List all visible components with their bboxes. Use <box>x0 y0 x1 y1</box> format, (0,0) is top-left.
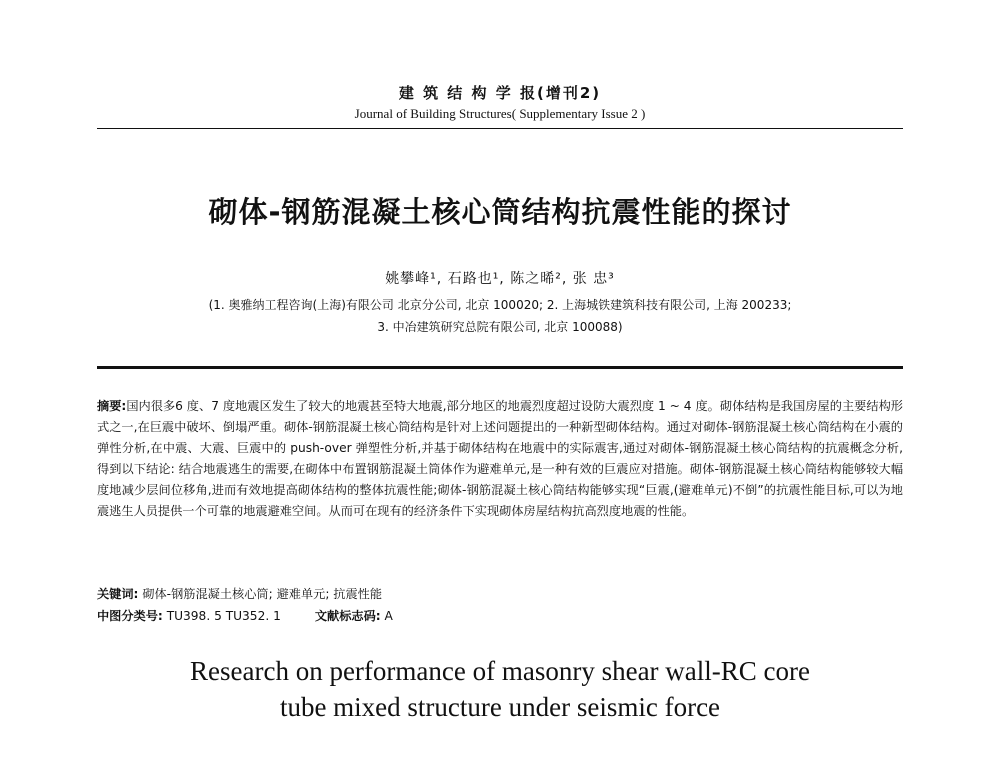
affiliation-line-1: (1. 奥雅纳工程咨询(上海)有限公司 北京分公司, 北京 100020; 2. 上海城铁建筑科技有限公司, 上海 200233; <box>208 298 792 312</box>
classification-value: TU398. 5 TU352. 1 <box>166 609 281 623</box>
section-rule <box>97 366 903 369</box>
document-code-value: A <box>384 609 393 623</box>
document-code-label: 文献标志码: <box>314 609 381 623</box>
classification <box>97 607 903 624</box>
paper-title-en-line-1: Research on performance of masonry shear wall-RC core <box>190 656 810 686</box>
keywords <box>97 585 903 602</box>
abstract <box>97 396 903 522</box>
keywords-label: 关键词: <box>97 587 139 601</box>
affiliation-line-2: 3. 中冶建筑研究总院有限公司, 北京 100088) <box>377 320 623 334</box>
journal-name-cn: 建 筑 结 构 学 报(增刊2) <box>398 84 602 102</box>
author-list: 姚攀峰¹, 石路也¹, 陈之晞², 张 忠³ <box>385 271 615 287</box>
keywords-text: 砌体-钢筋混凝土核心筒; 避难单元; 抗震性能 <box>142 587 383 601</box>
abstract-label: 摘要: <box>97 399 127 413</box>
header-rule <box>97 128 903 129</box>
paper-title-en-line-2: tube mixed structure under seismic force <box>279 692 721 722</box>
classification-label: 中图分类号: <box>97 609 163 623</box>
journal-name-en: Journal of Building Structures( Supplementary Issue 2 ) <box>354 106 646 121</box>
paper-title-cn: 砌体-钢筋混凝土核心筒结构抗震性能的探讨 <box>208 195 792 229</box>
abstract-text: 国内很多6 度、7 度地震区发生了较大的地震甚至特大地震,部分地区的地震烈度超过设防大震烈度 1 ~ 4 度。砌体结构是我国房屋的主要结构形式之一,在巨震中破坏、倒塌严重。砌体-钢筋混凝土核心筒结构是针对上述问题提出的一种新型砌体结构。通过对砌体-钢筋混凝土核心筒结构在小震的弹性分析,在中震、大震、巨震中的 push-over 弹塑性分析,并基于砌体结构在地震中的实际震害,通过对砌体-钢筋混凝土核心筒结构的抗震概念分析,得到以下结论: 结合地震逃生的需要,在砌体中布置钢筋混凝土筒体作为避难单元,是一种有效的巨震应对措施。砌体-钢筋混凝土核心筒结构能够较大幅度地减少层间位移角,进而有效地提高砌体结构的整体抗震性能;砌体-钢筋混凝土核心筒结构能够实现“巨震,(避难单元)不倒”的抗震性能目标,可以为地震逃生人员提供一个可靠的地震避难空间。从而可在现有的经济条件下实现砌体房屋结构抗高烈度地震的性能。 <box>97 399 903 518</box>
